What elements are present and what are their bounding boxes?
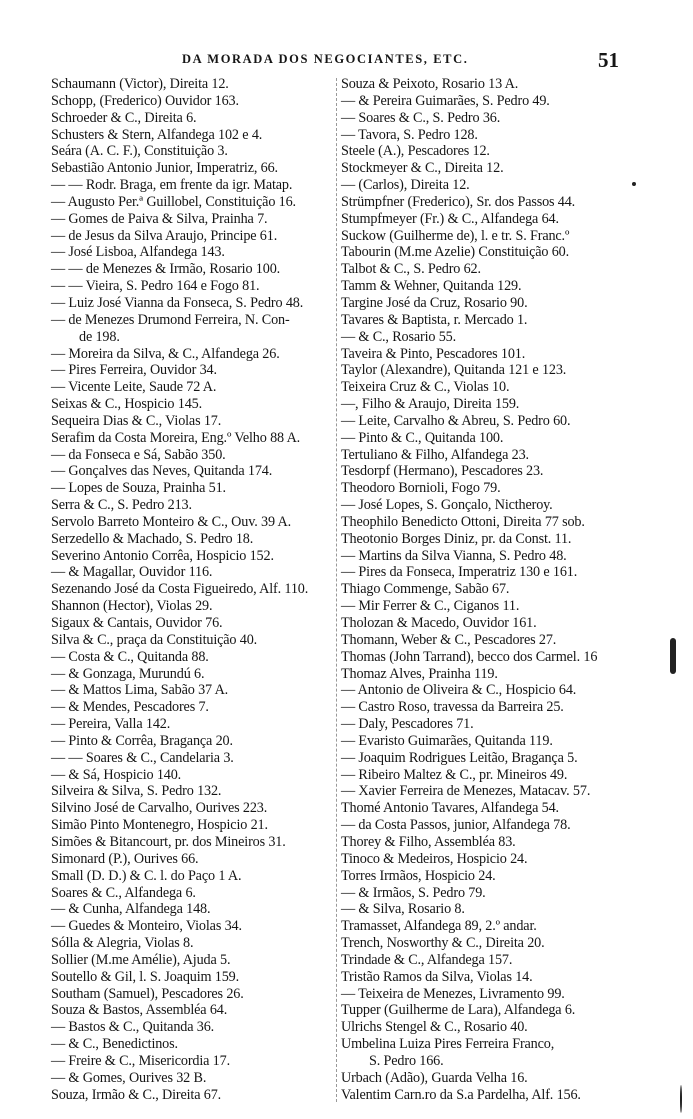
directory-entry: — Lopes de Souza, Prainha 51. xyxy=(51,480,226,497)
directory-entry: Souza & Bastos, Assembléa 64. xyxy=(51,1002,228,1019)
directory-entry: — & Pereira Guimarães, S. Pedro 49. xyxy=(341,92,550,109)
directory-entry: — Pinto & C., Quitanda 100. xyxy=(341,429,504,446)
directory-entry: — Pereira, Valla 142. xyxy=(51,716,171,733)
directory-entry: — Mir Ferrer & C., Ciganos 11. xyxy=(341,598,520,615)
directory-entry: — Martins da Silva Vianna, S. Pedro 48. xyxy=(341,547,567,564)
directory-entry: Stockmeyer & C., Direita 12. xyxy=(341,160,504,177)
directory-entry: — — Soares & C., Candelaria 3. xyxy=(51,749,234,766)
directory-entry: Small (D. D.) & C. l. do Paço 1 A. xyxy=(51,867,242,884)
directory-entry: Tamm & Wehner, Quitanda 129. xyxy=(341,278,522,295)
directory-entry: — Pires da Fonseca, Imperatriz 130 e 161. xyxy=(341,564,578,581)
directory-entry: — Bastos & C., Quitanda 36. xyxy=(51,1019,215,1036)
directory-entry: — & Silva, Rosario 8. xyxy=(341,901,465,918)
directory-entry: Sebastião Antonio Junior, Imperatriz, 66. xyxy=(51,160,278,177)
directory-entry: — Teixeira de Menezes, Livramento 99. xyxy=(341,985,565,1002)
column-divider xyxy=(336,78,337,1102)
directory-entry: — de Menezes Drumond Ferreira, N. Con- xyxy=(51,311,290,328)
directory-entry: Tavares & Baptista, r. Mercado 1. xyxy=(341,311,528,328)
directory-entry: Soares & C., Alfandega 6. xyxy=(51,884,196,901)
directory-entry: Serzedello & Machado, S. Pedro 18. xyxy=(51,530,254,547)
directory-entry: Talbot & C., S. Pedro 62. xyxy=(341,261,481,278)
directory-entry: Taylor (Alexandre), Quitanda 121 e 123. xyxy=(341,362,567,379)
directory-entry: Seixas & C., Hospicio 145. xyxy=(51,396,202,413)
directory-entry: — Gomes de Paiva & Silva, Prainha 7. xyxy=(51,210,268,227)
directory-entry: Teixeira Cruz & C., Violas 10. xyxy=(341,379,510,396)
directory-entry: Tupper (Guilherme de Lara), Alfandega 6. xyxy=(341,1002,576,1019)
directory-entry: Tholozan & Macedo, Ouvidor 161. xyxy=(341,615,537,631)
directory-entry: — Leite, Carvalho & Abreu, S. Pedro 60. xyxy=(341,412,571,429)
directory-entry: — Pinto & Corrêa, Bragança 20. xyxy=(51,732,233,749)
directory-entry: — & Gonzaga, Murundú 6. xyxy=(51,665,205,682)
directory-entry: Serra & C., S. Pedro 213. xyxy=(51,497,192,514)
directory-entry: — Luiz José Vianna da Fonseca, S. Pedro 48. xyxy=(51,294,304,311)
directory-entry: — da Costa Passos, junior, Alfandega 78. xyxy=(341,817,571,834)
directory-entry: — Freire & C., Misericordia 17. xyxy=(51,1052,230,1069)
directory-entry: —, Filho & Araujo, Direita 159. xyxy=(341,396,520,413)
directory-entry: — Antonio de Oliveira & C., Hospicio 64. xyxy=(341,682,577,699)
directory-entry: Taveira & Pinto, Pescadores 101. xyxy=(341,345,526,362)
directory-entry: Tesdorpf (Hermano), Pescadores 23. xyxy=(341,463,544,480)
directory-entry: Strümpfner (Frederico), Sr. dos Passos 44. xyxy=(341,193,576,210)
directory-entry: — & C., Rosario 55. xyxy=(341,328,456,345)
directory-entry: — & Cunha, Alfandega 148. xyxy=(51,901,211,918)
directory-entry: — Pires Ferreira, Ouvidor 34. xyxy=(51,362,217,379)
directory-entry: Tramasset, Alfandega 89, 2.º andar. xyxy=(341,918,537,935)
directory-entry: — Guedes & Monteiro, Violas 34. xyxy=(51,918,242,935)
directory-entry: — da Fonseca e Sá, Sabão 350. xyxy=(51,446,226,463)
directory-entry: Thomas (John Tarrand), becco dos Carmel. 16 xyxy=(341,648,598,665)
directory-entry: Theotonio Borges Diniz, pr. da Const. 11. xyxy=(341,530,572,547)
directory-entry: Simonard (P.), Ourives 66. xyxy=(51,850,199,867)
directory-entry: Umbelina Luiza Pires Ferreira Franco, xyxy=(341,1036,555,1053)
directory-entry: Stumpfmeyer (Fr.) & C., Alfandega 64. xyxy=(341,210,559,227)
directory-entry: — — Rodr. Braga, em frente da igr. Matap. xyxy=(51,177,293,194)
directory-entry: Tristão Ramos da Silva, Violas 14. xyxy=(341,968,533,985)
directory-entry: — & Irmãos, S. Pedro 79. xyxy=(341,884,486,901)
directory-entry: Tertuliano & Filho, Alfandega 23. xyxy=(341,446,529,463)
directory-entry: — Joaquim Rodrigues Leitão, Bragança 5. xyxy=(341,749,578,766)
scan-speck xyxy=(670,638,676,674)
directory-entry: Sólla & Alegria, Violas 8. xyxy=(51,935,194,952)
running-title: DA MORADA DOS NEGOCIANTES, ETC. xyxy=(182,52,469,66)
directory-entry: Silveira & Silva, S. Pedro 132. xyxy=(51,783,222,800)
directory-entry: Seára (A. C. F.), Constituição 3. xyxy=(51,143,228,160)
directory-entry: Steele (A.), Pescadores 12. xyxy=(341,143,490,160)
directory-entry: Severino Antonio Corrêa, Hospicio 152. xyxy=(51,547,274,564)
left-column xyxy=(51,76,335,1103)
directory-entry: Silva & C., praça da Constituição 40. xyxy=(51,631,258,648)
directory-entry: — & Sá, Hospicio 140. xyxy=(51,766,182,783)
directory-entry: Thiago Commenge, Sabão 67. xyxy=(341,581,510,598)
directory-entry: Sollier (M.me Amélie), Ajuda 5. xyxy=(51,951,231,968)
directory-entry: — Soares & C., S. Pedro 36. xyxy=(341,109,501,126)
directory-entry: Tabourin (M.me Azelie) Constituição 60. xyxy=(341,244,569,261)
directory-entry: Suckow (Guilherme de), l. e tr. S. Franc.º xyxy=(341,227,570,244)
directory-entry: — Vicente Leite, Saude 72 A. xyxy=(51,379,217,396)
directory-entry: Schopp, (Frederico) Ouvidor 163. xyxy=(51,92,239,109)
directory-entry: Schusters & Stern, Alfandega 102 e 4. xyxy=(51,126,263,143)
directory-entry: — & Magallar, Ouvidor 116. xyxy=(51,564,213,581)
directory-entry: Souza, Irmão & C., Direita 67. xyxy=(51,1086,222,1103)
directory-entry: — Evaristo Guimarães, Quitanda 119. xyxy=(341,732,553,749)
directory-entry: — (Carlos), Direita 12. xyxy=(341,177,470,194)
directory-entry: — Costa & C., Quitanda 88. xyxy=(51,648,209,665)
directory-entry: Silvino José de Carvalho, Ourives 223. xyxy=(51,800,268,817)
directory-entry: — Tavora, S. Pedro 128. xyxy=(341,126,478,143)
directory-entry: — & C., Benedictinos. xyxy=(51,1036,178,1053)
directory-entry: Souza & Peixoto, Rosario 13 A. xyxy=(341,76,519,92)
directory-entry: — — de Menezes & Irmão, Rosario 100. xyxy=(51,261,281,278)
directory-entry: Shannon (Hector), Violas 29. xyxy=(51,598,213,615)
directory-entry: Trindade & C., Alfandega 157. xyxy=(341,951,513,968)
page-header xyxy=(0,50,693,72)
directory-entry: Thomé Antonio Tavares, Alfandega 54. xyxy=(341,800,559,817)
directory-entry: Sezenando José da Costa Figueiredo, Alf. 110. xyxy=(51,581,309,598)
directory-entry: Schroeder & C., Direita 6. xyxy=(51,109,197,126)
directory-entry: Simões & Bitancourt, pr. dos Mineiros 31. xyxy=(51,833,286,850)
directory-entry: Thomaz Alves, Prainha 119. xyxy=(341,665,498,682)
directory-entry: Simão Pinto Montenegro, Hospicio 21. xyxy=(51,817,268,834)
directory-entry: Thomann, Weber & C., Pescadores 27. xyxy=(341,631,557,648)
directory-entry: — Moreira da Silva, & C., Alfandega 26. xyxy=(51,345,280,362)
directory-entry: — Xavier Ferreira de Menezes, Matacav. 57. xyxy=(341,783,591,800)
directory-entry: Sigaux & Cantais, Ouvidor 76. xyxy=(51,615,223,631)
directory-entry: — — Vieira, S. Pedro 164 e Fogo 81. xyxy=(51,278,260,295)
directory-entry: Soutello & Gil, l. S. Joaquim 159. xyxy=(51,968,240,985)
directory-entry: Targine José da Cruz, Rosario 90. xyxy=(341,294,528,311)
directory-entry: — Ribeiro Maltez & C., pr. Mineiros 49. xyxy=(341,766,568,783)
directory-entry: Valentim Carn.ro da S.a Pardelha, Alf. 156. xyxy=(341,1086,581,1103)
directory-entry: — & Mattos Lima, Sabão 37 A. xyxy=(51,682,229,699)
directory-entry: Tinoco & Medeiros, Hospicio 24. xyxy=(341,850,528,867)
directory-entry: Thorey & Filho, Assembléa 83. xyxy=(341,833,516,850)
directory-entry: Southam (Samuel), Pescadores 26. xyxy=(51,985,244,1002)
directory-entry: de 198. xyxy=(79,328,120,345)
directory-entry: — de Jesus da Silva Araujo, Principe 61. xyxy=(51,227,278,244)
scan-speck xyxy=(632,182,636,186)
directory-entry: S. Pedro 166. xyxy=(369,1052,444,1069)
directory-entry: Theodoro Bornioli, Fogo 79. xyxy=(341,480,501,497)
page-number: 51 xyxy=(598,48,619,72)
directory-entry: Serafim da Costa Moreira, Eng.º Velho 88 A. xyxy=(51,429,301,446)
directory-entry: — Daly, Pescadores 71. xyxy=(341,716,474,733)
directory-entry: Urbach (Adão), Guarda Velha 16. xyxy=(341,1069,528,1086)
directory-entry: Schaumann (Victor), Direita 12. xyxy=(51,76,229,92)
directory-entry: Theophilo Benedicto Ottoni, Direita 77 sob. xyxy=(341,513,585,530)
directory-entry: — Castro Roso, travessa da Barreira 25. xyxy=(341,699,564,716)
directory-entry: — José Lopes, S. Gonçalo, Nictheroy. xyxy=(341,497,553,514)
scan-speck xyxy=(680,1085,682,1113)
directory-entry: — Augusto Per.ª Guillobel, Constituição 16. xyxy=(51,193,296,210)
directory-entry: — Gonçalves das Neves, Quitanda 174. xyxy=(51,463,273,480)
directory-entry: Trench, Nosworthy & C., Direita 20. xyxy=(341,935,545,952)
directory-entry: Sequeira Dias & C., Violas 17. xyxy=(51,412,222,429)
directory-entry: — & Gomes, Ourives 32 B. xyxy=(51,1069,207,1086)
directory-entry: Servolo Barreto Monteiro & C., Ouv. 39 A. xyxy=(51,513,292,530)
directory-entry: Ulrichs Stengel & C., Rosario 40. xyxy=(341,1019,528,1036)
right-column xyxy=(341,76,653,1103)
directory-entry: — & Mendes, Pescadores 7. xyxy=(51,699,209,716)
directory-entry: Torres Irmãos, Hospicio 24. xyxy=(341,867,496,884)
directory-entry: — José Lisboa, Alfandega 143. xyxy=(51,244,225,261)
